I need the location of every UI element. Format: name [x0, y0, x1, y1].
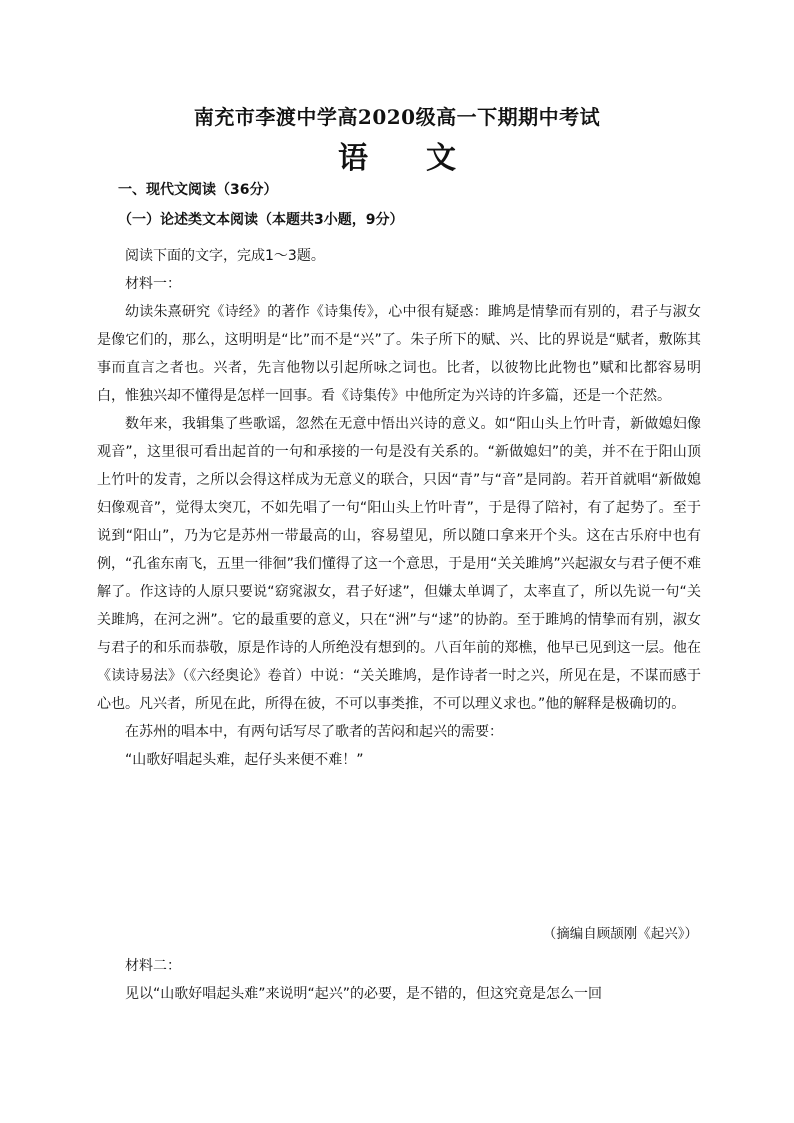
- subject-char-yu: 语: [338, 141, 368, 176]
- subject-char-wen: 文: [426, 141, 456, 176]
- material-1-label: 材料一：: [125, 276, 181, 292]
- source-citation: （摘编自顾颉刚《起兴》）: [542, 926, 698, 942]
- material-1-paragraph: 数年来，我辑集了些歌谣，忽然在无意中悟出兴诗的意义。如“阳山头上竹叶青，新做媳妇像观音”，这里很可看出起首的一句和承接的一句是没有关系的。“新做媳妇”的美，并不在于阳山顶上竹叶的发青，之所以会得这样成为无意义的联合，只因“青”与“音”是同韵。若开首就唱“新做媳妇像观音”，觉得太突兀，不如先唱了一句“阳山头上竹叶青”，于是得了陪衬，有了起势了。至于说到“阳山”，乃为它是苏州一带最高的山，容易望见，所以随口拿来开个头。这在古乐府中也有例，“孔雀东南飞，五里一徘徊”我们懂得了这一个意思，于是用“关关雎鸠”兴起淑女与君子便不难解了。作这诗的人原只要说“窈窕淑女，君子好逑”，但嫌太单调了，太率直了，所以先说一句“关关雎鸠，在河之洲”。它的最重要的意义，只在“洲”与“逑”的协韵。至于雎鸠的情挚而有别，淑女与君子的和乐而恭敬，原是作诗的人所绝没有想到的。八百年前的郑樵，他早已见到这一层。他在《读诗易法》（《六经奥论》卷首）中说：“关关雎鸠，是作诗者一时之兴，所见在是，不谋而感于心也。凡兴者，所见在此，所得在彼，不可以事类推，不可以理义求也。”他的解释是极确切的。: [97, 416, 701, 712]
- material-1-paragraph: 在苏州的唱本中，有两句话写尽了歌者的苦闷和起兴的需要：: [125, 724, 503, 740]
- exam-title: 南充市李渡中学高2020级高一下期期中考试: [193, 105, 601, 129]
- section-heading-modern-reading: 一、现代文阅读（36分）: [118, 182, 278, 198]
- material-2-text: [97, 952, 701, 1008]
- material-1-paragraph: 幼读朱熹研究《诗经》的著作《诗集传》，心中很有疑惑：雎鸠是情挚而有别的，君子与淑女是像它们的，那么，这明明是“比”而不是“兴”了。朱子所下的赋、兴、比的界说是“赋者，敷陈其事而直言之者也。兴者，先言他物以引起所咏之词也。比者，以彼物比此物也”赋和比都容易明白，惟独兴却不懂得是怎样一回事。看《诗集传》中他所定为兴诗的许多篇，还是一个茫然。: [97, 304, 701, 404]
- subject-title: [0, 140, 794, 178]
- material-2-paragraph: 见以“山歌好唱起头难”来说明“起兴”的必要，是不错的，但这究竟是怎么一回: [125, 986, 603, 1002]
- material-1-quote: “山歌好唱起头难，起仔头来便不难！”: [125, 752, 364, 768]
- section-heading-argumentative-reading: （一）论述类文本阅读（本题共3小题，9分）: [118, 212, 404, 228]
- reading-instruction: 阅读下面的文字，完成1～3题。: [125, 248, 325, 264]
- main-text: [97, 242, 701, 774]
- material-2-label: 材料二：: [125, 958, 181, 974]
